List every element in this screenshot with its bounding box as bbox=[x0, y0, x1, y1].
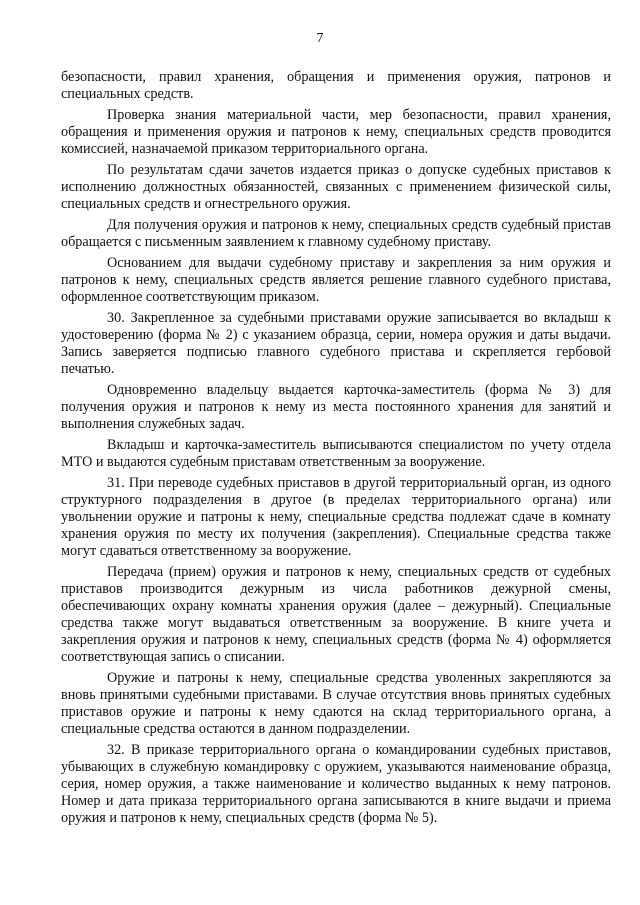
paragraph: Для получения оружия и патронов к нему, специальных средств судебный пристав обращается с письменным заявлением к главному судебному приставу. bbox=[61, 217, 611, 250]
paragraph-item-31: 31. При переводе судебных приставов в другой территориальный орган, из одного структурного подразделения в другое (в пределах территориального органа) или увольнении оружие и патроны к нему, специальные средства подлежат сдаче в комнату хранения оружия по месту их получения (закрепления). Специальные средства также могут сдаваться ответственному за вооружение. bbox=[61, 475, 611, 559]
page-number: 7 bbox=[316, 31, 324, 46]
paragraph: Оружие и патроны к нему, специальные средства уволенных закрепляются за вновь принятыми судебными приставами. В случае отсутствия вновь принятых судебных приставов оружие и патроны к нему сдаются на склад территориального органа, а специальные средства остаются в данном подразделении. bbox=[61, 670, 611, 737]
paragraph: Основанием для выдачи судебному приставу и закрепления за ним оружия и патронов к нему, специальных средств является решение главного судебного пристава, оформленное соответствующим приказом. bbox=[61, 255, 611, 305]
paragraph: Одновременно владельцу выдается карточка-заместитель (форма № 3) для получения оружия и патронов к нему из места постоянного хранения для занятий и выполнения служебных задач. bbox=[61, 382, 611, 432]
paragraph: Проверка знания материальной части, мер безопасности, правил хранения, обращения и применения оружия и патронов к нему, специальных средств проводится комиссией, назначаемой приказом территориального органа. bbox=[61, 107, 611, 157]
paragraph: Передача (прием) оружия и патронов к нему, специальных средств от судебных приставов производится дежурным из числа работников дежурной смены, обеспечивающих охрану комнаты хранения оружия (далее – дежурный). Специальные средства также могут выдаваться ответственным за вооружение. В книге учета и закрепления оружия и патронов к нему, специальных средств (форма № 4) оформляется соответствующая запись о списании. bbox=[61, 564, 611, 665]
paragraph-item-32: 32. В приказе территориального органа о командировании судебных приставов, убывающих в служебную командировку с оружием, указываются наименование образца, серия, номер оружия, а также наименование и количество выданных к нему патронов. Номер и дата приказа территориального органа записываются в книге выдачи и приема оружия и патронов к нему, специальных средств (форма № 5). bbox=[61, 742, 611, 826]
paragraph: По результатам сдачи зачетов издается приказ о допуске судебных приставов к исполнению должностных обязанностей, связанных с применением физической силы, специальных средств и огнестрельного оружия. bbox=[61, 162, 611, 212]
paragraph: Вкладыш и карточка-заместитель выписываются специалистом по учету отдела МТО и выдаются судебным приставам ответственным за вооружение. bbox=[61, 437, 611, 470]
paragraph-item-30: 30. Закрепленное за судебными приставами оружие записывается во вкладыш к удостоверению (форма № 2) с указанием образца, серии, номера оружия и даты выдачи. Запись заверяется подписью главного судебного пристава и скрепляется гербовой печатью. bbox=[61, 310, 611, 377]
document-body bbox=[61, 69, 611, 831]
paragraph-continuation: безопасности, правил хранения, обращения и применения оружия, патронов и специальных средств. bbox=[61, 69, 611, 102]
